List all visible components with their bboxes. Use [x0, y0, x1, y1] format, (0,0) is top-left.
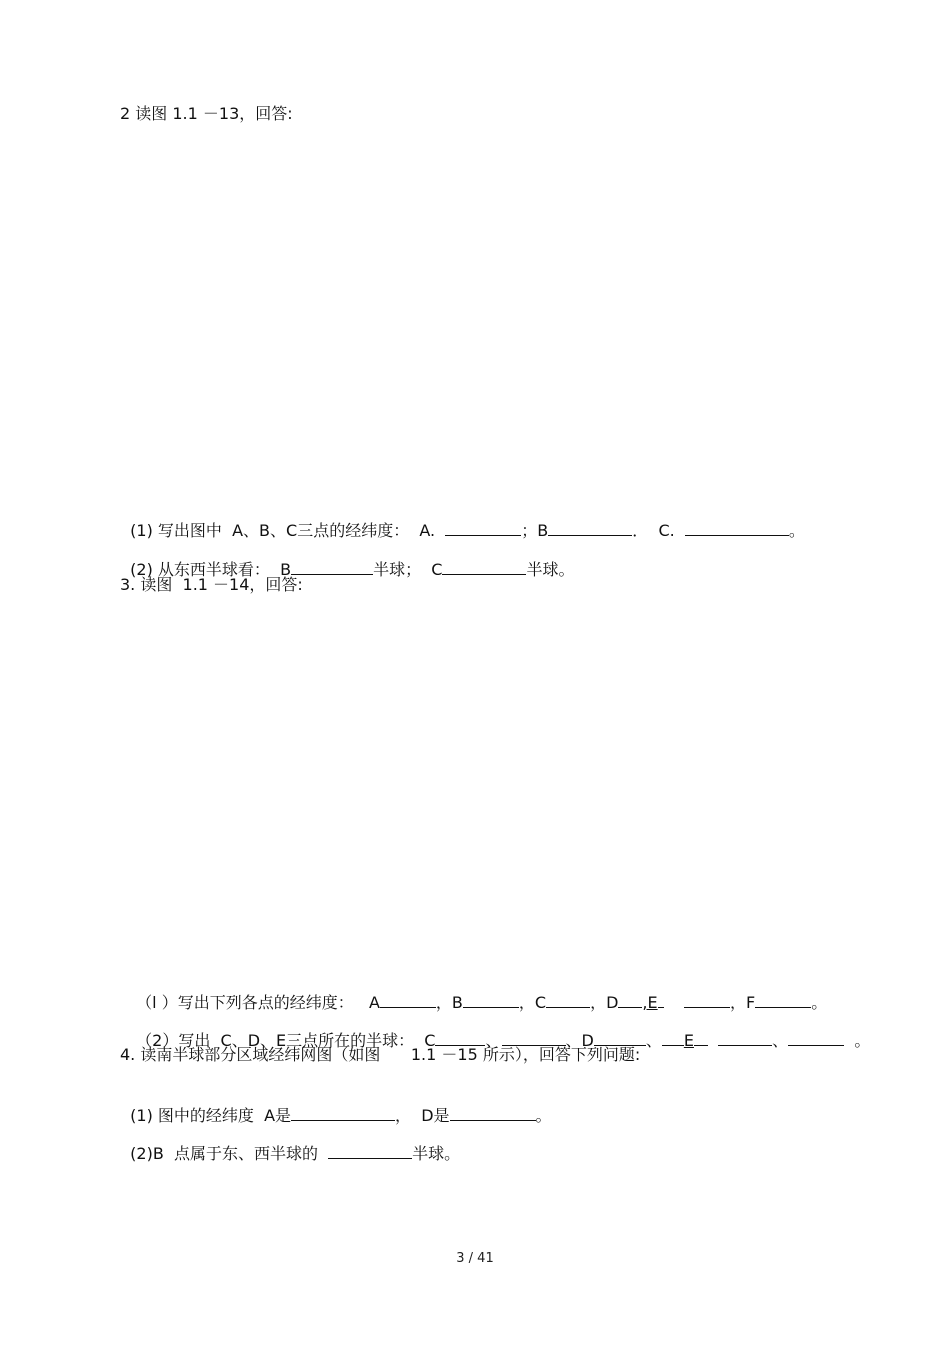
- q2-part1-prefix: (1) 写出图中 A、B、C三点的经纬度： A.: [130, 521, 446, 540]
- q3-part2-sep4: 、: [772, 1031, 789, 1050]
- q4-part2: [120, 1120, 460, 1165]
- q3-part1-b: ，B: [435, 993, 463, 1012]
- q3-intro: 3. 读图 1.1 －14，回答:: [120, 575, 303, 594]
- page-number: 3 / 41: [456, 1251, 494, 1266]
- q4-part2-end: 半球。: [412, 1144, 461, 1163]
- blank-3d[interactable]: [618, 991, 642, 1008]
- q3-part2-end: 。: [854, 1031, 871, 1050]
- blank-3c[interactable]: [546, 991, 590, 1008]
- blank-3e-hemi-pre[interactable]: [662, 1029, 684, 1046]
- blank-c[interactable]: [685, 519, 789, 536]
- q2-part2-prefix: (2) 从东西半球看： B: [130, 560, 292, 579]
- q3-part1-prefix: （l ）写出下列各点的经纬度： A: [136, 993, 380, 1012]
- q2-part2-mid: 半球； C: [373, 560, 443, 579]
- q3-part1-c: ，C: [518, 993, 547, 1012]
- q3-part2-sep1: 、: [485, 1031, 502, 1050]
- q3-part1-end: 。: [811, 993, 828, 1012]
- q2-part1-end: 。: [788, 521, 805, 540]
- q3-part1-f: ，F: [729, 993, 756, 1012]
- q4-part2-prefix: (2)B 点属于东、西半球的: [130, 1144, 329, 1163]
- q4-part1-end: 。: [535, 1106, 552, 1125]
- blank-3e-hemi1[interactable]: [718, 1029, 772, 1046]
- blank-3e[interactable]: [684, 991, 730, 1008]
- blank-3b[interactable]: [463, 991, 519, 1008]
- blank-3a[interactable]: [380, 991, 436, 1008]
- q4-intro: 4. 读南半球部分区域经纬网图（如图 1.1 －15 所示），回答下列问题:: [120, 1045, 641, 1064]
- q4-part1-mid: ， D是: [395, 1106, 450, 1125]
- blank-4a[interactable]: [291, 1104, 395, 1121]
- blank-b[interactable]: [548, 519, 632, 536]
- blank-4d[interactable]: [450, 1104, 536, 1121]
- blank-3e-hemi-post[interactable]: [694, 1029, 708, 1046]
- q3-part1-d: ，D: [590, 993, 619, 1012]
- q2-intro: 2 读图 1.1 －13，回答:: [120, 104, 293, 123]
- q3-part2-prefix: （2）写出 C、D、E三点所在的半球： C: [136, 1031, 436, 1050]
- q3-part2-sep2: 、D: [565, 1031, 594, 1050]
- blank-c-hemisphere[interactable]: [442, 558, 526, 575]
- q3-part1-e: ,E: [642, 993, 658, 1012]
- q3-part2-e-label: E: [683, 1031, 694, 1050]
- q2-part2-end: 半球。: [526, 560, 575, 579]
- blank-a[interactable]: [445, 519, 521, 536]
- q4-part1-prefix: (1) 图中的经纬度 A是: [130, 1106, 292, 1125]
- q3-part2-sep3: 、: [645, 1031, 662, 1050]
- blank-b-hemisphere[interactable]: [291, 558, 373, 575]
- q2-part1-sep2: ． C.: [632, 521, 685, 540]
- blank-3e-hemi2[interactable]: [788, 1029, 844, 1046]
- blank-4b[interactable]: [328, 1142, 412, 1159]
- q2-part1-sep1: ；B: [521, 521, 549, 540]
- blank-3f[interactable]: [755, 991, 811, 1008]
